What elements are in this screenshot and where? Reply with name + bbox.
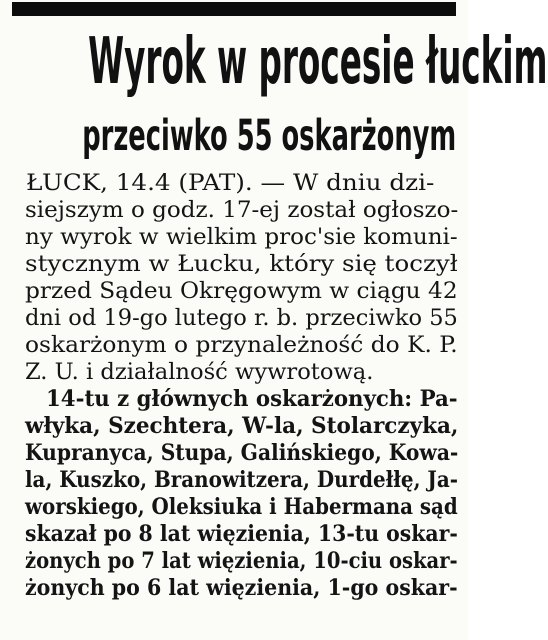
subheadline: przeciwko 55 oskarżonym — [82, 111, 457, 162]
article-line: ny wyrok w wielkim proc'sie komuni- — [25, 225, 458, 250]
article-line: siejszym o godz. 17-ej został ogłoszo- — [25, 198, 459, 223]
headline: Wyrok w procesie łuckim — [88, 25, 548, 100]
article-line: włyka, Szechtera, W-la, Stolarczyka, — [25, 413, 459, 439]
article-line: la, Kuszko, Branowitzera, Durdełłę, Ja- — [25, 467, 458, 493]
article-line: worskiego, Oleksiuka i Habermana sąd — [25, 494, 458, 520]
article-line: Z. U. i działalność wywrotową. — [25, 360, 374, 385]
article-line: przed Sądeu Okręgowym w ciągu 42 — [25, 279, 458, 304]
article-line: stycznym w Łucku, który się toczył — [25, 252, 458, 277]
article-line: żonych po 7 lat więzienia, 10-ciu oskar- — [25, 548, 458, 574]
article-line: skazał po 8 lat więzienia, 13-tu oskar- — [25, 521, 458, 547]
article-line: ŁUCK, 14.4 (PAT). — W dniu dzi- — [26, 171, 435, 196]
article-line: żonych po 6 lat więzienia, 1-go oskar- — [25, 575, 458, 601]
article-line: 14-tu z głównych oskarżonych: Pa- — [46, 386, 458, 412]
article-line: Kupranyca, Stupa, Galińskiego, Kowa- — [25, 440, 459, 466]
article-line: dni od 19-go lutego r. b. przeciwko 55 — [25, 306, 458, 331]
article-line: oskarżonym o przynależność do K. P. — [25, 333, 458, 358]
